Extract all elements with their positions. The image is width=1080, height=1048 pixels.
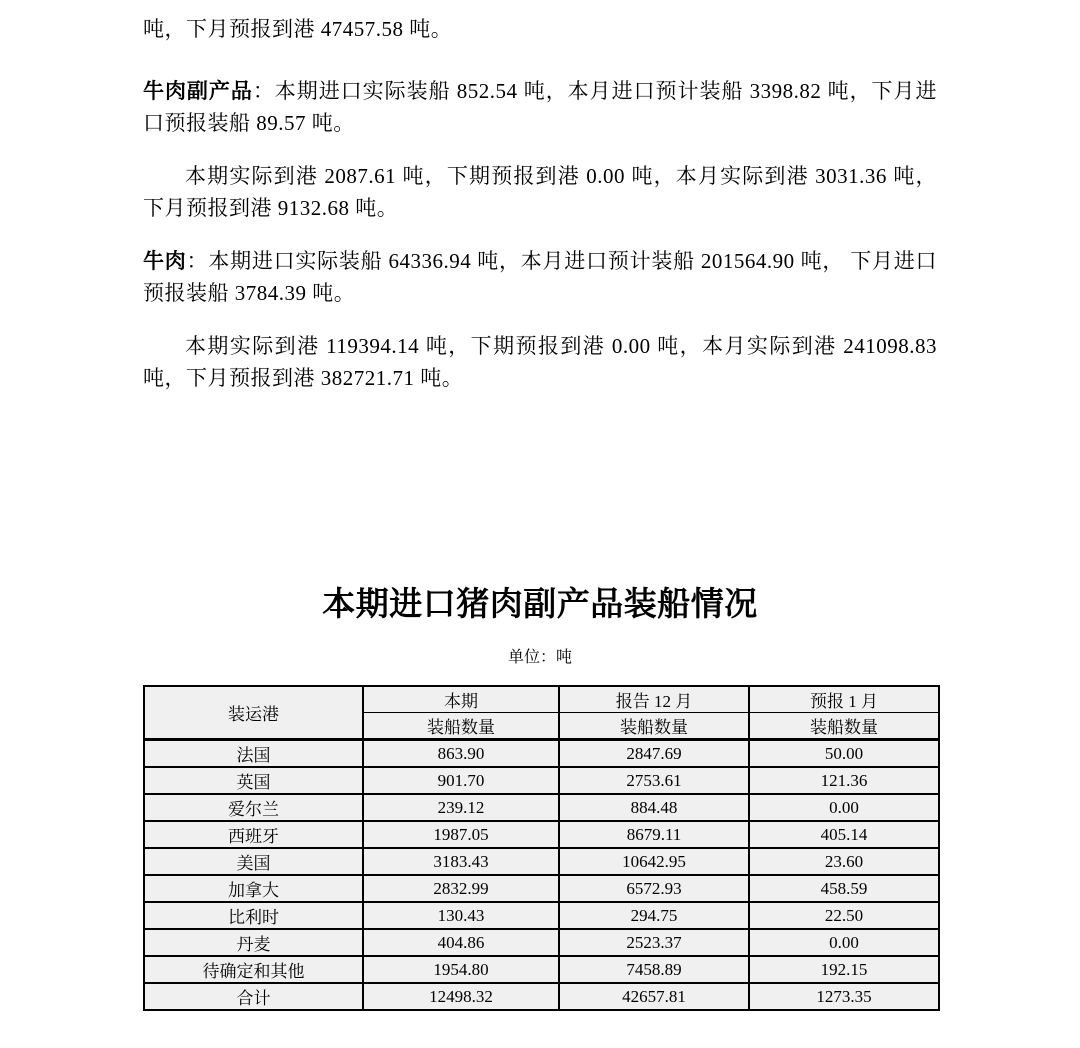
qty-cell: 50.00	[749, 740, 939, 768]
paragraph-text: ：本期进口实际装船 852.54 吨，本月进口预计装船 3398.82 吨，下月进口预报装船 89.57 吨。	[143, 79, 937, 135]
qty-cell: 239.12	[363, 794, 559, 821]
paragraph-beef-byproducts-arrival	[143, 160, 937, 224]
qty-header-current: 装船数量	[363, 713, 559, 740]
qty-cell: 8679.11	[559, 821, 749, 848]
qty-cell: 2847.69	[559, 740, 749, 768]
paragraph-beef-byproducts-shipping	[143, 75, 937, 139]
qty-header-january: 装船数量	[749, 713, 939, 740]
qty-cell: 2832.99	[363, 875, 559, 902]
table-row	[144, 794, 939, 821]
port-cell: 丹麦	[144, 929, 363, 956]
qty-cell: 863.90	[363, 740, 559, 768]
qty-cell: 3183.43	[363, 848, 559, 875]
period-header-december: 报告 12 月	[559, 686, 749, 713]
table-row-total	[144, 983, 939, 1010]
table-row	[144, 821, 939, 848]
qty-cell: 12498.32	[363, 983, 559, 1010]
paragraph-label: 牛肉副产品	[143, 79, 253, 103]
qty-cell: 42657.81	[559, 983, 749, 1010]
port-cell: 比利时	[144, 902, 363, 929]
qty-cell: 0.00	[749, 929, 939, 956]
table-row	[144, 875, 939, 902]
paragraph-continuation	[143, 13, 937, 45]
paragraph-text: 本期实际到港 2087.61 吨，下期预报到港 0.00 吨，本月实际到港 3031.36 吨，下月预报到港 9132.68 吨。	[143, 164, 937, 220]
table-row	[144, 902, 939, 929]
qty-cell: 10642.95	[559, 848, 749, 875]
qty-cell: 1273.35	[749, 983, 939, 1010]
table-header-row-periods	[144, 686, 939, 713]
qty-cell: 130.43	[363, 902, 559, 929]
port-cell: 合计	[144, 983, 363, 1010]
paragraph-beef-arrival	[143, 330, 937, 394]
qty-cell: 884.48	[559, 794, 749, 821]
qty-cell: 901.70	[363, 767, 559, 794]
period-header-current: 本期	[363, 686, 559, 713]
port-cell: 法国	[144, 740, 363, 768]
qty-cell: 6572.93	[559, 875, 749, 902]
paragraph-text: ：本期进口实际装船 64336.94 吨，本月进口预计装船 201564.90 吨， 下月进口预报装船 3784.39 吨。	[143, 249, 938, 305]
table-row	[144, 929, 939, 956]
qty-cell: 294.75	[559, 902, 749, 929]
qty-cell: 404.86	[363, 929, 559, 956]
table-row	[144, 767, 939, 794]
qty-cell: 23.60	[749, 848, 939, 875]
section-title: 本期进口猪肉副产品装船情况	[322, 587, 758, 623]
pork-byproducts-shipment-table	[143, 685, 940, 1011]
table-row	[144, 740, 939, 768]
qty-cell: 192.15	[749, 956, 939, 983]
port-cell: 英国	[144, 767, 363, 794]
paragraph-text: 本期实际到港 119394.14 吨，下期预报到港 0.00 吨，本月实际到港 241098.83 吨，下月预报到港 382721.71 吨。	[143, 334, 937, 390]
qty-cell: 2523.37	[559, 929, 749, 956]
paragraph-label: 牛肉	[143, 249, 187, 273]
qty-cell: 22.50	[749, 902, 939, 929]
paragraph-beef-shipping	[143, 245, 937, 309]
port-cell: 加拿大	[144, 875, 363, 902]
qty-cell: 1987.05	[363, 821, 559, 848]
qty-cell: 405.14	[749, 821, 939, 848]
qty-cell: 121.36	[749, 767, 939, 794]
paragraph-text: 吨，下月预报到港 47457.58 吨。	[143, 17, 453, 41]
port-cell: 美国	[144, 848, 363, 875]
qty-cell: 458.59	[749, 875, 939, 902]
period-header-january: 预报 1 月	[749, 686, 939, 713]
qty-cell: 7458.89	[559, 956, 749, 983]
qty-cell: 0.00	[749, 794, 939, 821]
table-row	[144, 848, 939, 875]
port-cell: 待确定和其他	[144, 956, 363, 983]
qty-cell: 2753.61	[559, 767, 749, 794]
port-cell: 西班牙	[144, 821, 363, 848]
table-row	[144, 956, 939, 983]
qty-cell: 1954.80	[363, 956, 559, 983]
unit-label: 单位：吨	[507, 649, 572, 666]
port-column-header: 装运港	[144, 686, 363, 740]
port-cell: 爱尔兰	[144, 794, 363, 821]
qty-header-december: 装船数量	[559, 713, 749, 740]
